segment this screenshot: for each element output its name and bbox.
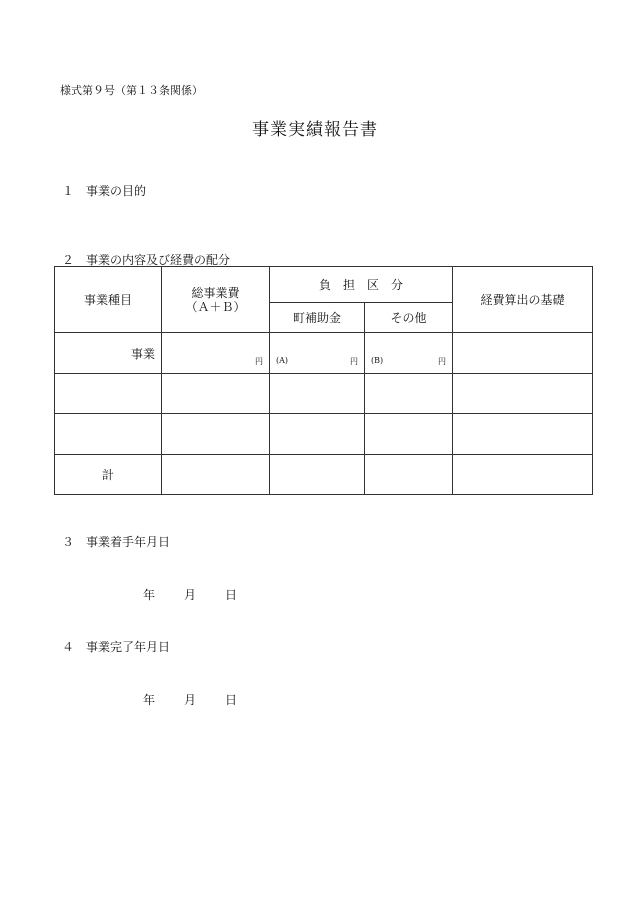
section-content: ２ 事業の内容及び経費の配分	[62, 253, 231, 267]
cell-basis[interactable]	[453, 414, 593, 455]
year-label: 年	[143, 588, 156, 602]
section-purpose: １ 事業の目的	[62, 184, 147, 198]
expense-table	[54, 266, 593, 495]
cell-basis[interactable]	[453, 374, 593, 414]
mark-a: (A)	[276, 356, 289, 365]
form-number: 様式第９号（第１３条関係）	[60, 84, 203, 97]
unit-yen: 円	[255, 357, 263, 366]
unit-yen: 円	[350, 357, 358, 366]
section-end-date: ４ 事業完了年月日	[62, 640, 171, 654]
cell-total[interactable]	[162, 333, 270, 374]
day-label: 日	[225, 693, 238, 707]
header-total-line1: 総事業費	[191, 285, 240, 300]
month-label: 月	[184, 588, 197, 602]
header-total	[162, 267, 270, 333]
end-date-line	[0, 691, 630, 707]
cell-other[interactable]	[365, 414, 453, 455]
cell-total[interactable]	[162, 414, 270, 455]
cell-total[interactable]	[162, 374, 270, 414]
header-basis: 経費算出の基礎	[453, 267, 593, 333]
cell-basis[interactable]	[453, 455, 593, 495]
section-start-date: ３ 事業着手年月日	[62, 535, 171, 549]
table-row	[55, 333, 593, 374]
cell-other[interactable]	[365, 333, 453, 374]
header-total-line2: （Ａ＋Ｂ）	[185, 299, 246, 314]
cell-item[interactable]	[55, 414, 162, 455]
cell-town-subsidy[interactable]	[270, 455, 365, 495]
cell-basis[interactable]	[453, 333, 593, 374]
table-row	[55, 414, 593, 455]
cell-item[interactable]	[55, 374, 162, 414]
cell-total[interactable]	[162, 455, 270, 495]
year-label: 年	[143, 693, 156, 707]
header-town-subsidy: 町補助金	[270, 303, 365, 333]
cell-other[interactable]	[365, 455, 453, 495]
cell-town-subsidy[interactable]	[270, 333, 365, 374]
unit-yen: 円	[438, 357, 447, 366]
cell-town-subsidy[interactable]	[270, 414, 365, 455]
row-label-total: 計	[55, 455, 162, 495]
cell-town-subsidy[interactable]	[270, 374, 365, 414]
header-item: 事業種目	[55, 267, 162, 333]
day-label: 日	[225, 588, 238, 602]
mark-b: (B)	[371, 356, 384, 365]
cell-other[interactable]	[365, 374, 453, 414]
month-label: 月	[184, 693, 197, 707]
header-other: その他	[365, 303, 453, 333]
table-row	[55, 374, 593, 414]
row-label-jigyo: 事業	[55, 333, 162, 374]
start-date-line	[0, 586, 630, 602]
table-row-total	[55, 455, 593, 495]
header-burden: 負 担 区 分	[270, 267, 453, 303]
document-title: 事業実績報告書	[252, 120, 378, 140]
